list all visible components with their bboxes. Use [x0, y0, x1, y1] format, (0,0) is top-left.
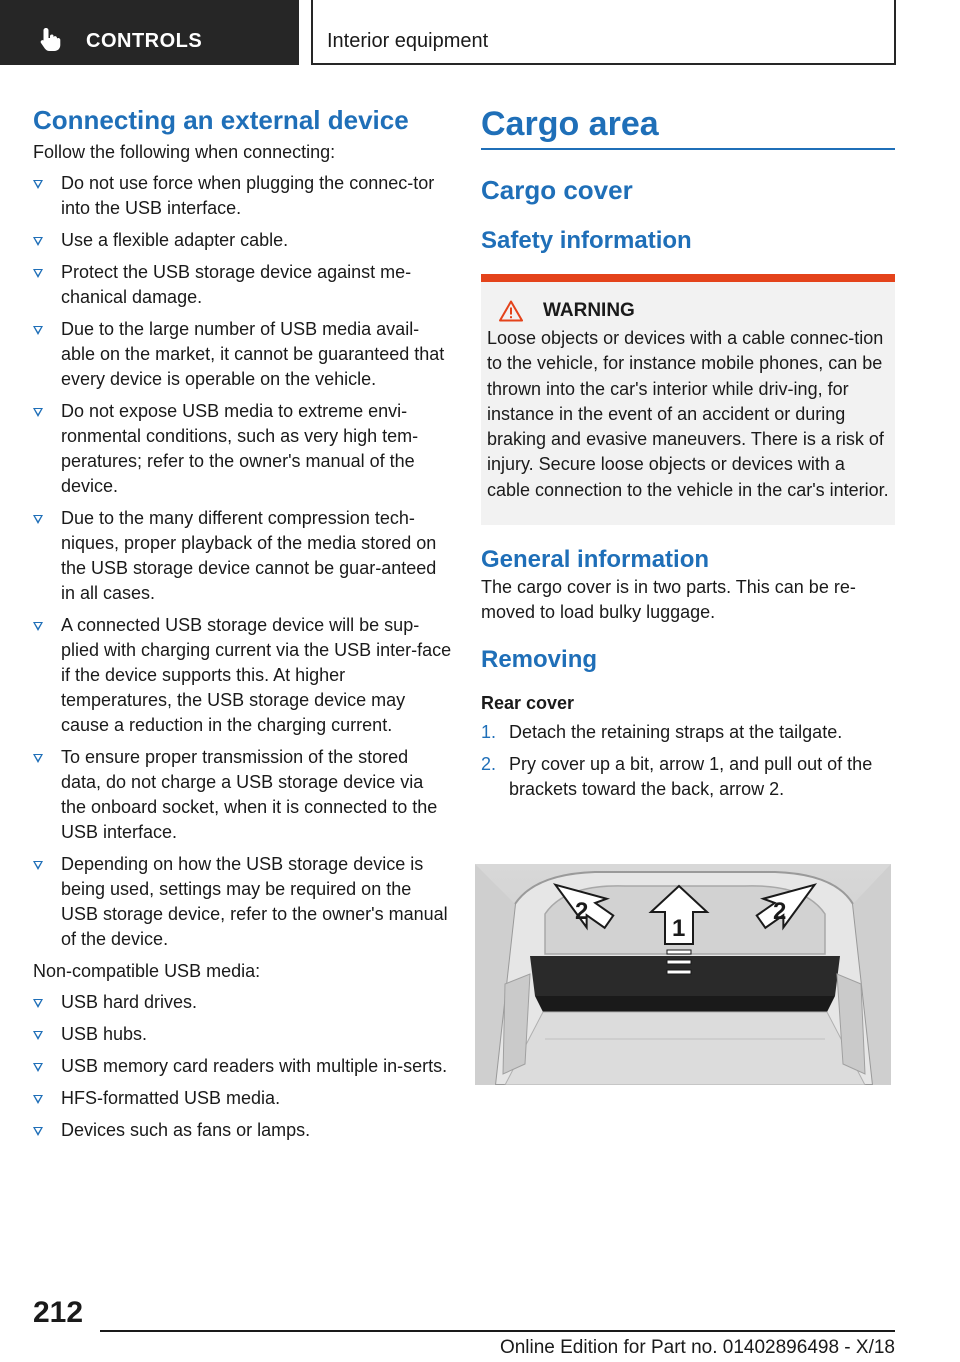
triangle-bullet-icon	[33, 326, 43, 335]
triangle-bullet-icon	[33, 269, 43, 278]
page-header	[0, 0, 960, 66]
warning-box	[481, 274, 895, 525]
hand-pointer-icon	[38, 26, 64, 52]
arrow-2-right-label: 2	[773, 898, 787, 925]
chapter-tab	[311, 0, 896, 65]
step-number: 2.	[481, 754, 497, 775]
triangle-bullet-icon	[33, 1127, 43, 1136]
right-column	[481, 104, 895, 809]
list-item: Due to the many different compression tech-niques, proper playback of the media stored on the USB storage device cannot be guar-anteed in all cases.	[33, 506, 453, 606]
arrow-2-left-label: 2	[575, 898, 589, 925]
warning-text: Loose objects or devices with a cable connec-tion to the vehicle, for instance mobile phones, can be thrown into the car's interior while driv-ing, for instance in the event of an accident or during braking and evasive maneuvers. There is a risk of injury. Secure loose objects or devices with a cable connection to the vehicle in the car's interior.	[487, 328, 889, 500]
list-item: USB memory card readers with multiple in-serts.	[33, 1054, 453, 1079]
rear-cover-heading: Rear cover	[481, 693, 575, 714]
list-item: HFS-formatted USB media.	[33, 1086, 453, 1111]
connecting-heading: Connecting an external device	[33, 105, 409, 135]
triangle-bullet-icon	[33, 1063, 43, 1072]
list-item: 2. Pry cover up a bit, arrow 1, and pull out of the brackets toward the back, arrow 2.	[481, 754, 873, 800]
triangle-bullet-icon	[33, 515, 43, 524]
safety-heading: Safety information	[481, 227, 692, 254]
edition-footer: Online Edition for Part no. 01402896498 - X/18	[499, 1337, 895, 1358]
cargo-cover-illustration	[475, 864, 891, 1085]
footer-divider	[100, 1330, 895, 1332]
removing-heading: Removing	[481, 646, 598, 674]
section-tab	[0, 0, 299, 65]
list-item: Depending on how the USB storage device is being used, settings may be required on the USB storage device, refer to the owner's manual of the device.	[33, 852, 453, 952]
list-item: To ensure proper transmission of the stored data, do not charge a USB storage device via the onboard socket, when it is connected to the USB interface.	[33, 745, 453, 845]
triangle-bullet-icon	[33, 1031, 43, 1040]
triangle-bullet-icon	[33, 408, 43, 417]
list-item: Due to the large number of USB media avail-able on the market, it cannot be guaranteed that every device is operable on the vehicle.	[33, 317, 453, 392]
warning-bar	[481, 274, 895, 282]
noncompat-intro: Non-compatible USB media:	[33, 961, 261, 981]
chapter-tab-label: Interior equipment	[327, 30, 489, 52]
warning-title: WARNING	[543, 300, 635, 321]
triangle-bullet-icon	[33, 180, 43, 189]
list-item: Do not use force when plugging the connec-tor into the USB interface.	[33, 171, 453, 221]
page-number: 212	[33, 1296, 84, 1329]
triangle-bullet-icon	[33, 754, 43, 763]
connecting-intro: Follow the following when connecting:	[33, 142, 336, 162]
general-info-text: The cargo cover is in two parts. This can be re-moved to load bulky luggage.	[481, 577, 856, 623]
noncompat-bullet-list	[33, 990, 453, 1143]
list-item: Do not expose USB media to extreme envi-ronmental conditions, such as very high tem-peratures; refer to the owner's manual of the device.	[33, 399, 453, 499]
triangle-bullet-icon	[33, 237, 43, 246]
section-tab-label: CONTROLS	[86, 30, 203, 52]
triangle-bullet-icon	[33, 622, 43, 631]
removal-steps	[481, 720, 895, 802]
list-item: A connected USB storage device will be sup-plied with charging current via the USB inter-face if the device supports this. At higher temperatures, the USB storage device may cause a reduction in the charging current.	[33, 613, 453, 738]
list-item: USB hard drives.	[33, 990, 453, 1015]
step-number: 1.	[481, 722, 497, 743]
warning-triangle-icon	[499, 300, 523, 322]
general-info-heading: General information	[481, 546, 710, 574]
list-item: USB hubs.	[33, 1022, 453, 1047]
cargo-cover-heading: Cargo cover	[481, 175, 633, 205]
triangle-bullet-icon	[33, 861, 43, 870]
left-column	[33, 104, 453, 1150]
triangle-bullet-icon	[33, 999, 43, 1008]
cargo-area-title: Cargo area	[481, 104, 895, 150]
list-item: Protect the USB storage device against me-chanical damage.	[33, 260, 453, 310]
list-item: 1. Detach the retaining straps at the tailgate.	[481, 720, 895, 745]
list-item: Devices such as fans or lamps.	[33, 1118, 453, 1143]
list-item: Use a flexible adapter cable.	[33, 228, 453, 253]
triangle-bullet-icon	[33, 1095, 43, 1104]
connecting-bullet-list	[33, 171, 453, 952]
arrow-1-center-label: 1	[672, 915, 686, 942]
